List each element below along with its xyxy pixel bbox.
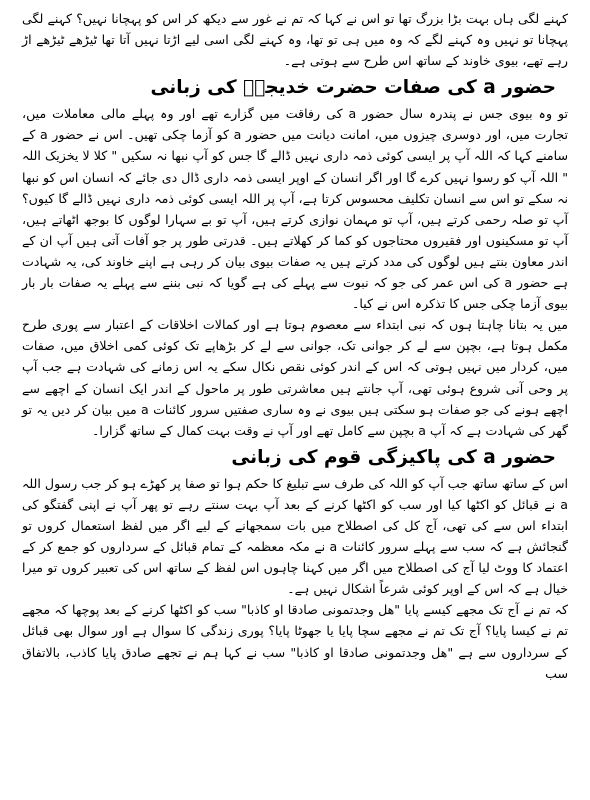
paragraph-2: تو وہ بیوی جس نے پندرہ سال حضور a کی رفاقت میں گزارے تھے اور وہ پہلے مالی معاملات میں، تجارت میں، اور دوسری چیزوں میں، امانت دیانت میں حضور a کو آزما چکی تھیں۔ اس نے حضور a کے سامنے کہا کہ اللہ آپ پر ایسی کوئی ذمہ داری نہیں ڈالے گا جس کو آپ نبھا نہ سکیں " کلا لا یخزیک اللہ " اللہ آپ کو رسوا نہیں کرے گا اور اگر انسان کے اوپر ایسی ذمہ داری ڈال دی جائے کہ انسان اس کو نبھا نہ سکے تو اس سے انسان تکلیف محسوس کرتا ہے، آپ پر اللہ ایسی کوئی ذمہ داری نہیں ڈالے گا کیوں؟ آپ تو صلہ رحمی کرتے ہیں، آپ تو مہمان نوازی کرتے ہیں، آپ تو بے سہارا لوگوں کا بوجھ اٹھاتے ہیں، آپ تو مسکینوں اور فقیروں محتاجوں کو کما کر کھلاتے ہیں۔ قدرتی طور پر جو آفات آتی ہیں آپ ان کے اندر معاون بنتے ہیں لوگوں کی مدد کرتے ہیں یہ صفات بیوی بیان کر رہی ہے اپنے خاوند کی، یہ شہادت ہے حضور a کی اس عمر کی جو کہ نبوت سے پہلے کی ہے گویا کہ نبی بننے سے پہلے یہ صفات بار بار بیوی آزما چکی جس کا تذکرہ اس نے کیا۔ [22,106,568,312]
paragraph-3: میں یہ بتانا چاہتا ہوں کہ نبی ابتداء سے معصوم ہوتا ہے اور کمالات اخلاقات کے اعتبار سے پوری طرح مکمل ہوتا ہے، بچپن سے لے کر جوانی تک، جوانی سے لے کر بڑھاپے تک کوئی کمی اخلاق میں، صفات میں، کردار میں نہیں ہوتی کہ اس کے اندر کوئی نقص نکال سکے یہ اس زمانے کی شہادت ہے جب آپ پر وحی آنی شروع ہوئی تھی، آپ جانتے ہیں معاشرتی طور پر ماحول کے اندر ایک انسان کے اچھے سے اچھے ہونے کی جو صفات ہو سکتی ہیں بیوی نے وہ ساری صفتیں سرور کائنات a میں بیان کر دیں یہ تو گھر کی شہادت ہے کہ آپ a بچپن سے کامل تھے اور آپ نے وقت بہت کمال کے ساتھ گزارا۔ [22,317,568,438]
section-heading-2: حضور a کی پاکیزگی قوم کی زبانی [231,446,556,468]
section-heading-1: حضور a کی صفات حضرت خدیجہؓ کی زبانی [150,77,556,99]
paragraph-1: کہنے لگی ہاں بہت بڑا بزرگ تھا تو اس نے کہا کہ تم نے غور سے دیکھ کر اس کو پہچانا نہیں؟ کہنے لگی پہچانا تو نہیں وہ کہنے لگے کہ وہ میں ہی تو تھا، وہ کہنے لگی اسی لیے اڑتا نہیں آتا تھا ٹیڑھے ٹیڑھے اڑ رہے تھے، بیوی خاوند کے ساتھ اس طرح سے ہوتی ہے۔ [22,11,568,69]
paragraph-5: کہ تم نے آج تک مجھے کیسے پایا "ھل وجدتمونی صادقا او کاذبا" سب کو اکٹھا کرنے کے بعد پوچھا کہ مجھے تم نے کیسا پایا؟ آج تک تم نے مجھے سچا پایا یا جھوٹا پایا؟ پوری زندگی کا سوال ہے اور سوال بھی قبائل کے سرداروں سے ہے "ھل وجدتمونی صادقا او کاذبا" سب نے کہا ہم نے تجھے صادق پایا کاذب، بالاتفاق سب [22,602,568,681]
paragraph-4: اس کے ساتھ ساتھ جب آپ کو اللہ کی طرف سے تبلیغ کا حکم ہوا تو صفا پر کھڑے ہو کر جب رسول اللہ a نے قبائل کو اکٹھا کیا اور سب کو اکٹھا کرنے کے بعد آپ بہت سنتے رہے تو پھر آپ نے اپنی گفتگو کی ابتداء اس سے کی تھی، آج کل کی اصطلاح میں بات سمجھانے کے لیے اگر میں لفظ استعمال کروں تو گنجائش ہے کہ سب سے پہلے سرور کائنات a نے مکہ معظمہ کے تمام قبائل کے سرداروں کو جمع کر کے اعتماد کا ووٹ لیا آج کی اصطلاح میں اگر میں کہنا چاہوں اس لفظ کے ساتھ اس کی تعبیر کروں تو میرا خیال ہے کہ اس کے اوپر کوئی شرعاً اشکال نہیں ہے۔ [22,475,568,597]
